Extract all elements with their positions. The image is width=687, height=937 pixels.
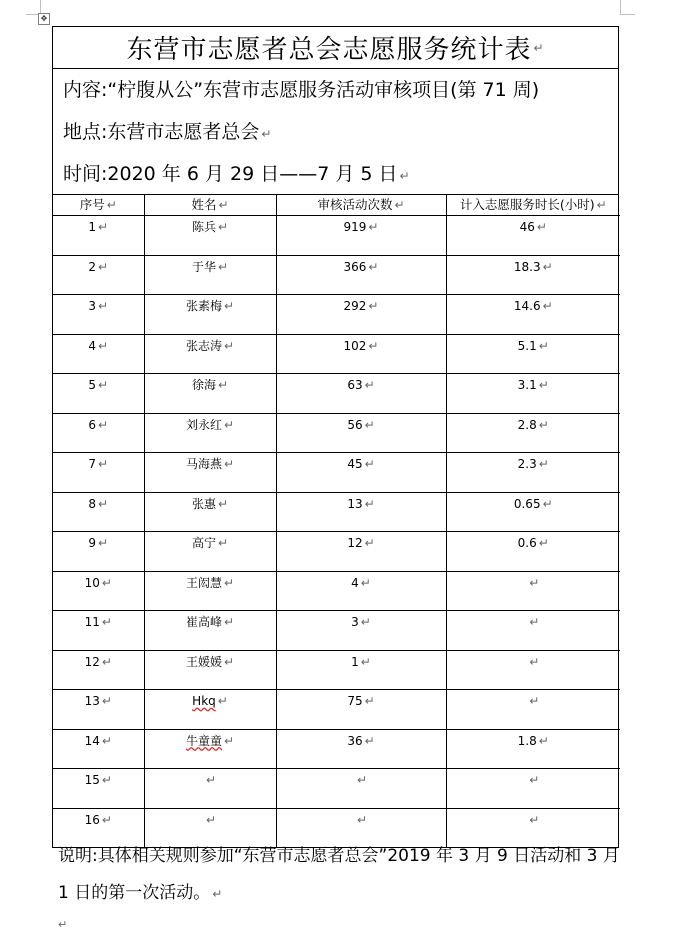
cell-count[interactable] <box>276 769 446 809</box>
cell-text: 56 <box>347 417 363 432</box>
paragraph-mark-icon: ↵ <box>101 694 112 708</box>
footnote-text: 说明:具体相关规则参加“东营市志愿者总会”2019 年 3 月 9 日活动和 3 月 1 日的第一次活动。 <box>58 846 620 903</box>
cell-text: 5.1 <box>517 338 537 353</box>
cell-name[interactable] <box>144 690 276 730</box>
paragraph-mark-icon: ↵ <box>223 733 235 748</box>
cell-index[interactable] <box>53 571 144 611</box>
paragraph-mark-icon: ↵ <box>368 299 379 313</box>
cell-index[interactable] <box>53 690 144 730</box>
paragraph-mark-icon: ↵ <box>217 496 229 511</box>
paragraph-mark-icon: ↵ <box>217 259 229 274</box>
cell-count[interactable] <box>276 571 446 611</box>
cell-index[interactable] <box>53 295 144 335</box>
cell-count[interactable] <box>276 295 446 335</box>
cell-text: 2 <box>88 259 97 274</box>
cell-text: 刘永红 <box>185 417 222 432</box>
cell-text: 14.6 <box>513 299 541 313</box>
paragraph-mark-icon: ↵ <box>356 773 368 787</box>
table-row <box>53 769 620 809</box>
cell-text: 0.6 <box>517 536 537 550</box>
cell-text: 王媛媛 <box>185 654 222 669</box>
paragraph-mark-icon: ↵ <box>356 812 368 827</box>
paragraph-mark-icon: ↵ <box>529 615 540 629</box>
paragraph-mark-icon: ↵ <box>205 812 217 827</box>
cell-text: 1 <box>88 220 97 234</box>
paragraph-mark-icon: ↵ <box>364 378 375 392</box>
cell-hours[interactable] <box>446 492 620 532</box>
table-row <box>53 571 620 611</box>
paragraph-mark-icon: ↵ <box>533 40 545 55</box>
cell-count[interactable] <box>276 650 446 690</box>
cell-count[interactable] <box>276 334 446 374</box>
header-index: 序号 ↵ <box>53 195 144 216</box>
cell-text: 陈兵 <box>191 220 216 234</box>
cell-name[interactable] <box>144 334 276 374</box>
paragraph-mark-icon: ↵ <box>261 127 272 141</box>
table-header-row <box>53 195 620 216</box>
paragraph-mark-icon: ↵ <box>101 654 112 669</box>
paragraph-mark-icon: ↵ <box>538 536 549 550</box>
time-line <box>63 153 618 195</box>
end-paragraph-mark-icon: ↵ <box>58 918 68 931</box>
move-handle-icon[interactable]: ✥ <box>38 13 50 25</box>
cell-text: 16 <box>84 812 100 827</box>
table-row <box>53 532 620 572</box>
cell-text: Hkq <box>192 694 216 708</box>
cell-count[interactable] <box>276 255 446 295</box>
cell-index[interactable] <box>53 492 144 532</box>
cell-text: 崔高峰 <box>185 615 222 629</box>
location-line <box>63 111 618 153</box>
paragraph-mark-icon: ↵ <box>542 259 553 274</box>
cell-text: 张志涛 <box>185 338 222 353</box>
cell-hours[interactable] <box>446 532 620 572</box>
table-row <box>53 492 620 532</box>
paragraph-mark-icon: ↵ <box>364 536 375 550</box>
cell-name[interactable] <box>144 492 276 532</box>
cell-text: 8 <box>88 496 97 511</box>
margin-corner-top-right <box>620 0 635 15</box>
paragraph-mark-icon: ↵ <box>360 575 371 590</box>
paragraph-mark-icon: ↵ <box>98 536 109 550</box>
cell-text: 63 <box>347 378 363 392</box>
paragraph-mark-icon: ↵ <box>538 457 549 471</box>
location-text: 地点:东营市志愿者总会 <box>63 121 260 143</box>
paragraph-mark-icon: ↵ <box>529 812 540 827</box>
stats-table-container <box>52 26 619 848</box>
paragraph-mark-icon: ↵ <box>223 338 235 353</box>
header-hours: 计入志愿服务时长(小时) ↵ <box>446 195 620 216</box>
paragraph-mark-icon: ↵ <box>217 694 228 708</box>
cell-index[interactable] <box>53 532 144 572</box>
paragraph-mark-icon: ↵ <box>538 378 549 392</box>
cell-text: 13 <box>347 496 363 511</box>
cell-hours[interactable] <box>446 690 620 730</box>
paragraph-mark-icon: ↵ <box>360 654 371 669</box>
paragraph-mark-icon: ↵ <box>536 220 547 234</box>
cell-text: 张惠 <box>191 496 216 511</box>
cell-hours[interactable] <box>446 413 620 453</box>
paragraph-mark-icon: ↵ <box>98 417 109 432</box>
table-row <box>53 334 620 374</box>
cell-count[interactable] <box>276 374 446 414</box>
cell-text: 12 <box>347 536 363 550</box>
table-row <box>53 611 620 651</box>
cell-name[interactable] <box>144 650 276 690</box>
cell-name[interactable] <box>144 532 276 572</box>
paragraph-mark-icon: ↵ <box>542 299 553 313</box>
paragraph-mark-icon: ↵ <box>529 654 540 669</box>
header-count: 审核活动次数 ↵ <box>276 195 446 216</box>
paragraph-mark-icon: ↵ <box>101 812 112 827</box>
cell-name[interactable] <box>144 413 276 453</box>
paragraph-mark-icon: ↵ <box>98 299 109 313</box>
content-text: 内容:“柠腹从公”东营市志愿服务活动审核项目(第 71 周) <box>63 79 540 101</box>
cell-index[interactable] <box>53 453 144 493</box>
cell-text: 于华 <box>191 259 216 274</box>
cell-count[interactable] <box>276 216 446 256</box>
paragraph-mark-icon: ↵ <box>223 615 235 629</box>
cell-text: 5 <box>88 378 97 392</box>
table-row <box>53 413 620 453</box>
paragraph-mark-icon: ↵ <box>364 457 375 471</box>
cell-text: 12 <box>84 654 100 669</box>
cell-hours[interactable] <box>446 374 620 414</box>
cell-text: 102 <box>343 338 367 353</box>
cell-text: 3 <box>351 615 359 629</box>
cell-index[interactable] <box>53 374 144 414</box>
cell-text: 919 <box>343 220 367 234</box>
paragraph-mark-icon: ↵ <box>364 694 375 708</box>
cell-text: 18.3 <box>513 259 541 274</box>
paragraph-mark-icon: ↵ <box>364 496 375 511</box>
cell-name[interactable] <box>144 255 276 295</box>
cell-count[interactable] <box>276 611 446 651</box>
table-row <box>53 729 620 769</box>
cell-count[interactable] <box>276 532 446 572</box>
paragraph-mark-icon: ↵ <box>98 338 109 353</box>
cell-text: 45 <box>347 457 363 471</box>
paragraph-mark-icon: ↵ <box>205 773 217 787</box>
cell-name[interactable] <box>144 295 276 335</box>
cell-hours[interactable] <box>446 255 620 295</box>
table-row <box>53 255 620 295</box>
cell-name[interactable] <box>144 453 276 493</box>
cell-text: 3.1 <box>517 378 537 392</box>
cell-text: 2.8 <box>517 417 537 432</box>
cell-hours[interactable] <box>446 216 620 256</box>
volunteer-table <box>53 195 620 847</box>
cell-hours[interactable] <box>446 571 620 611</box>
cell-index[interactable] <box>53 216 144 256</box>
cell-text: 4 <box>351 575 359 590</box>
cell-text: 王闳慧 <box>185 575 222 590</box>
cell-text: 0.65 <box>513 496 541 511</box>
table-row <box>53 374 620 414</box>
table-row <box>53 650 620 690</box>
cell-hours[interactable] <box>446 650 620 690</box>
info-block <box>53 69 618 195</box>
cell-text: 2.3 <box>517 457 537 471</box>
cell-hours[interactable] <box>446 729 620 769</box>
paragraph-mark-icon: ↵ <box>542 496 553 511</box>
cell-index[interactable] <box>53 255 144 295</box>
paragraph-mark-icon: ↵ <box>101 615 112 629</box>
paragraph-mark-icon: ↵ <box>538 733 549 748</box>
cell-text: 9 <box>88 536 97 550</box>
paragraph-mark-icon: ↵ <box>223 457 235 471</box>
cell-text: 13 <box>84 694 100 708</box>
paragraph-mark-icon: ↵ <box>399 169 410 183</box>
paragraph-mark-icon: ↵ <box>529 575 540 590</box>
table-row <box>53 690 620 730</box>
cell-text: 14 <box>84 733 100 748</box>
cell-name[interactable] <box>144 374 276 414</box>
paragraph-mark-icon: ↵ <box>101 575 112 590</box>
paragraph-mark-icon: ↵ <box>529 773 540 787</box>
cell-text: 6 <box>88 417 97 432</box>
cell-text: 4 <box>88 338 97 353</box>
paragraph-mark-icon: ↵ <box>98 259 109 274</box>
paragraph-mark-icon: ↵ <box>364 733 375 748</box>
cell-name[interactable] <box>144 571 276 611</box>
cell-hours[interactable] <box>446 295 620 335</box>
paragraph-mark-icon: ↵ <box>98 457 109 471</box>
cell-text: 75 <box>347 694 363 708</box>
cell-index[interactable] <box>53 334 144 374</box>
title-text: 东营市志愿者总会志愿服务统计表 <box>126 35 532 65</box>
paragraph-mark-icon: ↵ <box>364 417 375 432</box>
table-body <box>53 216 620 848</box>
header-name: 姓名 ↵ <box>144 195 276 216</box>
cell-text: 3 <box>88 299 97 313</box>
cell-index[interactable] <box>53 650 144 690</box>
document-title <box>53 27 618 69</box>
cell-text: 46 <box>519 220 535 234</box>
paragraph-mark-icon: ↵ <box>538 417 549 432</box>
cell-hours[interactable] <box>446 611 620 651</box>
cell-count[interactable] <box>276 690 446 730</box>
time-text: 时间:2020 年 6 月 29 日——7 月 5 日 <box>63 163 398 185</box>
table-row <box>53 216 620 256</box>
footnote <box>58 838 628 913</box>
cell-text: 366 <box>343 259 367 274</box>
paragraph-mark-icon: ↵ <box>98 496 109 511</box>
cell-text: 7 <box>88 457 97 471</box>
cell-text: 11 <box>84 615 100 629</box>
cell-hours[interactable] <box>446 334 620 374</box>
paragraph-mark-icon: ↵ <box>368 259 379 274</box>
paragraph-mark-icon: ↵ <box>223 654 235 669</box>
table-row <box>53 295 620 335</box>
paragraph-mark-icon: ↵ <box>538 338 549 353</box>
cell-text: 15 <box>84 773 100 787</box>
cell-text: 292 <box>343 299 367 313</box>
paragraph-mark-icon: ↵ <box>98 220 109 234</box>
cell-index[interactable] <box>53 413 144 453</box>
cell-hours[interactable] <box>446 769 620 809</box>
cell-text: 高宁 <box>191 536 216 550</box>
paragraph-mark-icon: ↵ <box>529 694 540 708</box>
paragraph-mark-icon: ↵ <box>368 220 379 234</box>
cell-index[interactable] <box>53 729 144 769</box>
paragraph-mark-icon: ↵ <box>101 733 112 748</box>
cell-count[interactable] <box>276 413 446 453</box>
cell-text: 马海燕 <box>185 457 222 471</box>
paragraph-mark-icon: ↵ <box>368 338 379 353</box>
paragraph-mark-icon: ↵ <box>223 575 235 590</box>
cell-count[interactable] <box>276 729 446 769</box>
cell-name[interactable] <box>144 216 276 256</box>
cell-hours[interactable] <box>446 453 620 493</box>
cell-count[interactable] <box>276 453 446 493</box>
paragraph-mark-icon: ↵ <box>101 773 112 787</box>
cell-index[interactable] <box>53 769 144 809</box>
paragraph-mark-icon: ↵ <box>223 417 235 432</box>
table-row <box>53 453 620 493</box>
cell-name[interactable] <box>144 769 276 809</box>
paragraph-mark-icon: ↵ <box>217 220 229 234</box>
cell-text: 10 <box>84 575 100 590</box>
cell-count[interactable] <box>276 492 446 532</box>
cell-name[interactable] <box>144 729 276 769</box>
paragraph-mark-icon: ↵ <box>217 378 229 392</box>
cell-text: 1 <box>351 654 359 669</box>
cell-text: 牛童童 <box>185 733 222 748</box>
paragraph-mark-icon: ↵ <box>212 887 223 901</box>
cell-text: 1.8 <box>517 733 537 748</box>
paragraph-mark-icon: ↵ <box>223 299 235 313</box>
cell-name[interactable] <box>144 611 276 651</box>
cell-text: 张素梅 <box>185 299 222 313</box>
cell-index[interactable] <box>53 611 144 651</box>
cell-text: 徐海 <box>191 378 216 392</box>
content-line <box>63 69 618 111</box>
cell-text: 36 <box>347 733 363 748</box>
paragraph-mark-icon: ↵ <box>98 378 109 392</box>
paragraph-mark-icon: ↵ <box>217 536 229 550</box>
paragraph-mark-icon: ↵ <box>360 615 371 629</box>
